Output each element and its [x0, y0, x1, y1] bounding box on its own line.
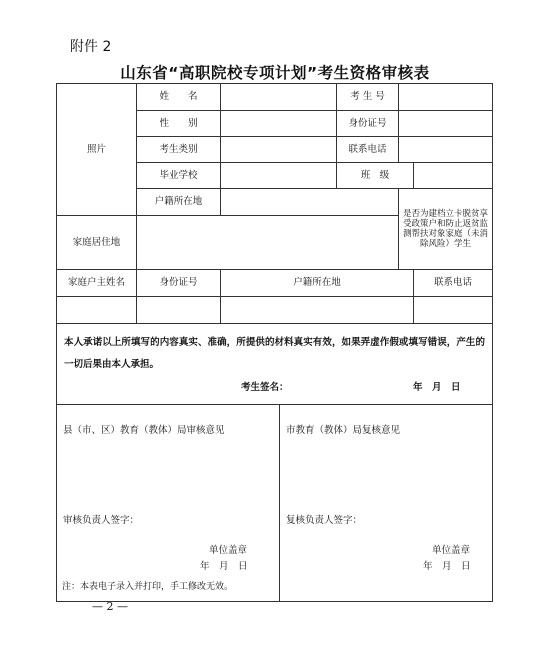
name-value[interactable]	[221, 84, 337, 111]
household-location-label: 户籍所在地	[137, 189, 221, 216]
city-seal-label: 单位盖章	[432, 545, 471, 556]
id-number-label: 身份证号	[337, 111, 399, 137]
graduate-school-value[interactable]	[221, 163, 337, 189]
exam-number-label: 考 生 号	[337, 84, 399, 111]
qualification-review-table	[56, 83, 493, 602]
city-review-title: 市教育（教体）局复核意见	[286, 425, 401, 436]
graduate-school-label: 毕业学校	[137, 163, 221, 189]
class-value[interactable]	[414, 163, 493, 189]
footnote: 注：本表电子录入并打印，手工修改无效。	[62, 582, 234, 592]
candidate-type-value[interactable]	[221, 137, 337, 163]
county-review-section	[57, 405, 280, 602]
pledge-section	[57, 324, 493, 405]
householder-phone-header: 联系电话	[414, 270, 493, 297]
county-seal-label: 单位盖章	[209, 545, 248, 556]
name-label: 姓 名	[137, 84, 221, 111]
contact-phone-value[interactable]	[399, 137, 493, 163]
attachment-label: 附件 2	[70, 39, 112, 55]
householder-location-header: 户籍所在地	[221, 270, 414, 297]
photo-label: 照片	[86, 143, 106, 155]
id-number-value[interactable]	[399, 111, 493, 137]
class-label: 班 级	[337, 163, 414, 189]
county-review-title: 县（市、区）教育（教体）局审核意见	[63, 425, 225, 436]
gender-value[interactable]	[221, 111, 337, 137]
pledge-text: 本人承诺以上所填写的内容真实、准确，所提供的材料真实有效，如果弄虚作假或填写错误，产生的一切后果由本人承担。	[64, 337, 485, 370]
home-address-label: 家庭居住地	[57, 216, 137, 270]
page-number: — 2 —	[92, 600, 128, 613]
contact-phone-label: 联系电话	[337, 137, 399, 163]
county-review-date: 年 月 日	[200, 561, 248, 572]
householder-id-header: 身份证号	[137, 270, 221, 297]
city-reviewer-signature: 复核负责人签字：	[286, 515, 363, 526]
photo-area	[57, 84, 137, 216]
householder-id-value[interactable]	[137, 297, 221, 324]
form-title: 山东省“高职院校专项计划”考生资格审核表	[120, 64, 430, 82]
pledge-date-label: 年 月 日	[413, 382, 461, 393]
gender-label: 性 别	[137, 111, 221, 137]
householder-name-header: 家庭户主姓名	[57, 270, 137, 297]
household-location-value[interactable]	[221, 189, 399, 216]
candidate-signature-label: 考生签名：	[241, 382, 289, 393]
exam-number-value[interactable]	[399, 84, 493, 111]
householder-name-value[interactable]	[57, 297, 137, 324]
householder-phone-value[interactable]	[414, 297, 493, 324]
city-review-date: 年 月 日	[423, 561, 471, 572]
county-reviewer-signature: 审核负责人签字：	[63, 515, 140, 526]
city-review-section	[280, 405, 493, 602]
householder-location-value[interactable]	[221, 297, 414, 324]
poverty-question-label: 是否为建档立卡脱贫享受政策户和防止返贫监测帮扶对象家庭（未消除风险）学生	[399, 189, 493, 270]
home-address-value[interactable]	[137, 216, 399, 270]
candidate-type-label: 考生类别	[137, 137, 221, 163]
